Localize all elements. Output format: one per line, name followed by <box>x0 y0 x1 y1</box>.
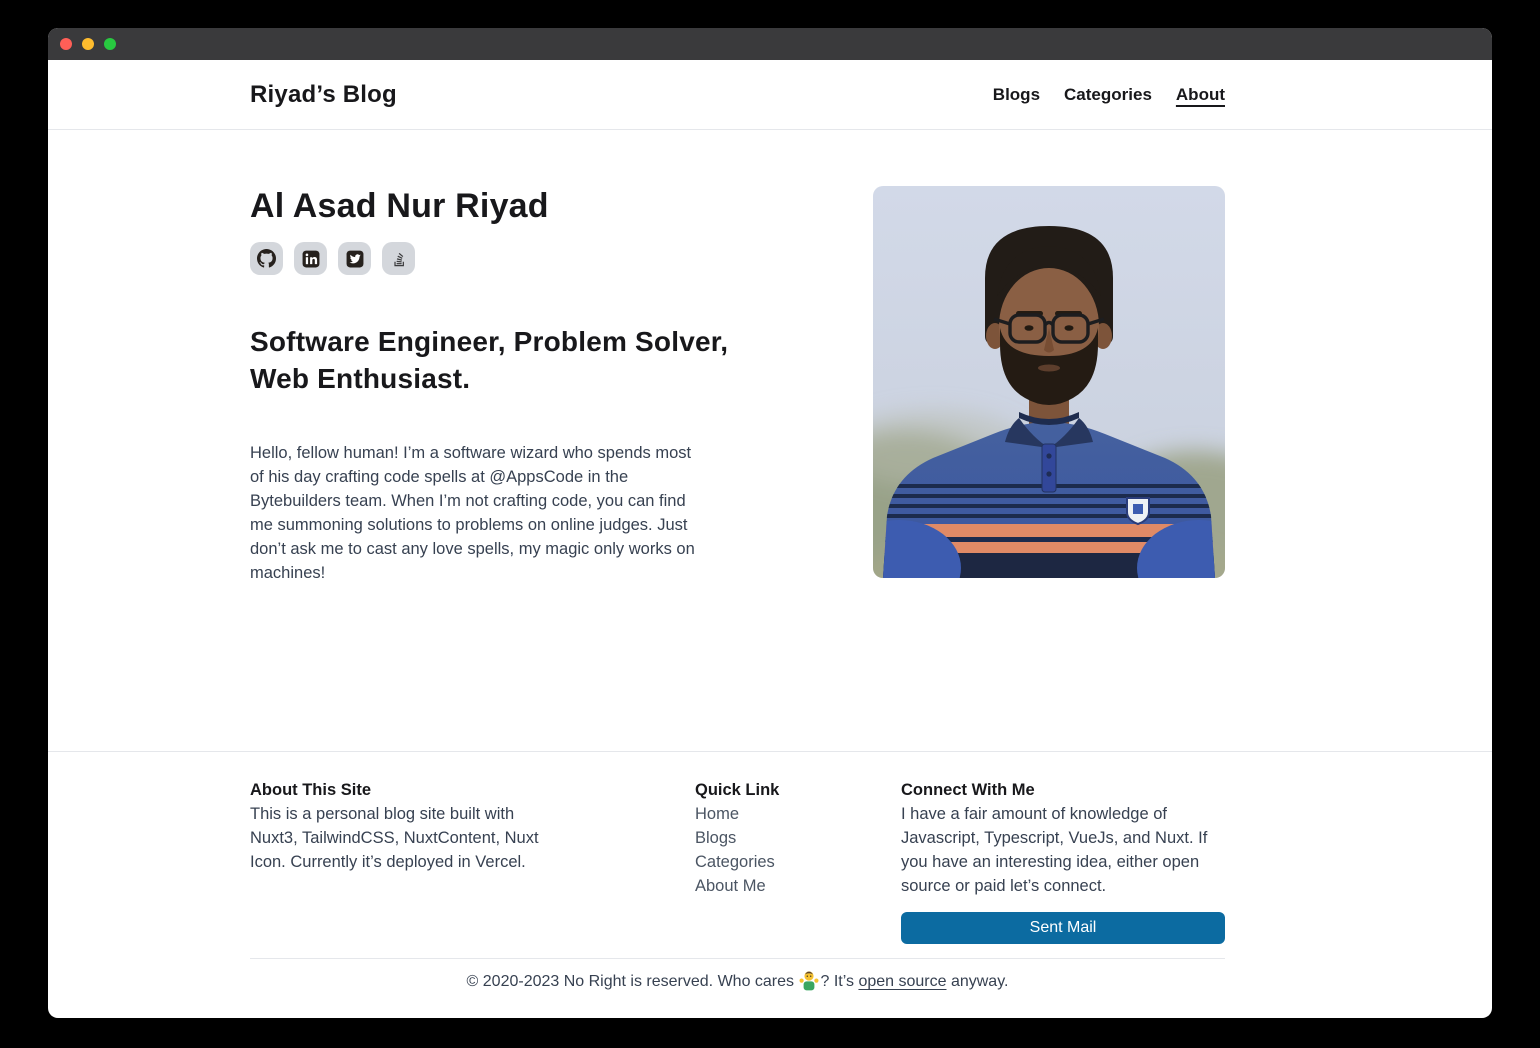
window-titlebar <box>48 28 1492 60</box>
footer-link-categories[interactable]: Categories <box>695 853 775 871</box>
copyright-prefix: © 2020-2023 No Right is reserved. Who cares <box>466 973 799 990</box>
stackoverflow-icon <box>390 250 408 268</box>
nav-link-categories[interactable]: Categories <box>1064 84 1152 104</box>
linkedin-link-button[interactable] <box>294 242 327 275</box>
github-link-button[interactable] <box>250 242 283 275</box>
copyright-line <box>250 959 1225 999</box>
footer-about-title: About This Site <box>250 781 371 799</box>
github-icon <box>257 249 276 268</box>
about-page <box>48 130 1492 751</box>
footer-link-home[interactable]: Home <box>695 805 740 823</box>
stackoverflow-link-button[interactable] <box>382 242 415 275</box>
zoom-button[interactable] <box>104 38 116 50</box>
footer-quicklink-title: Quick Link <box>695 781 780 799</box>
shrug-emoji-icon <box>799 970 819 999</box>
bio-paragraph: Hello, fellow human! I’m a software wizard who spends most of his day crafting code spells at @AppsCode in the Bytebuilders team. When I’m not crafting code, you can find me summoning solutions to problems on online judges. Just don’t ask me to cast any love spells, my magic only works on machines! <box>250 444 695 582</box>
page-title: Al Asad Nur Riyad <box>250 187 549 225</box>
sent-mail-button[interactable]: Sent Mail <box>901 912 1225 944</box>
open-source-link[interactable]: open source <box>858 973 947 990</box>
twitter-icon <box>346 250 364 268</box>
profile-photo <box>873 186 1225 578</box>
linkedin-icon <box>302 250 320 268</box>
nav-link-about[interactable]: About <box>1175 84 1225 104</box>
footer-about-text: This is a personal blog site built with Nuxt3, TailwindCSS, NuxtContent, Nuxt Icon. Currently it’s deployed in Vercel. <box>250 805 539 871</box>
copyright-suffix: anyway. <box>946 973 1009 990</box>
footer-link-blogs[interactable]: Blogs <box>695 829 737 847</box>
close-button[interactable] <box>60 38 72 50</box>
site-footer <box>48 751 1492 999</box>
footer-connect-text: I have a fair amount of knowledge of Javascript, Typescript, VueJs, and Nuxt. If you have an interesting idea, either open source or paid let’s connect. <box>901 805 1208 895</box>
main-nav <box>993 85 1225 105</box>
site-logo[interactable]: Riyad’s Blog <box>250 80 397 108</box>
nav-link-blogs[interactable]: Blogs <box>992 84 1041 104</box>
site-header <box>48 60 1492 130</box>
footer-connect-title: Connect With Me <box>901 781 1035 799</box>
footer-link-about-me[interactable]: About Me <box>695 877 766 895</box>
copyright-middle: ? It’s <box>820 973 859 990</box>
minimize-button[interactable] <box>82 38 94 50</box>
social-links <box>250 242 730 275</box>
twitter-link-button[interactable] <box>338 242 371 275</box>
tagline: Software Engineer, Problem Solver, Web Enthusiast. <box>250 326 729 394</box>
browser-window <box>48 28 1492 1018</box>
